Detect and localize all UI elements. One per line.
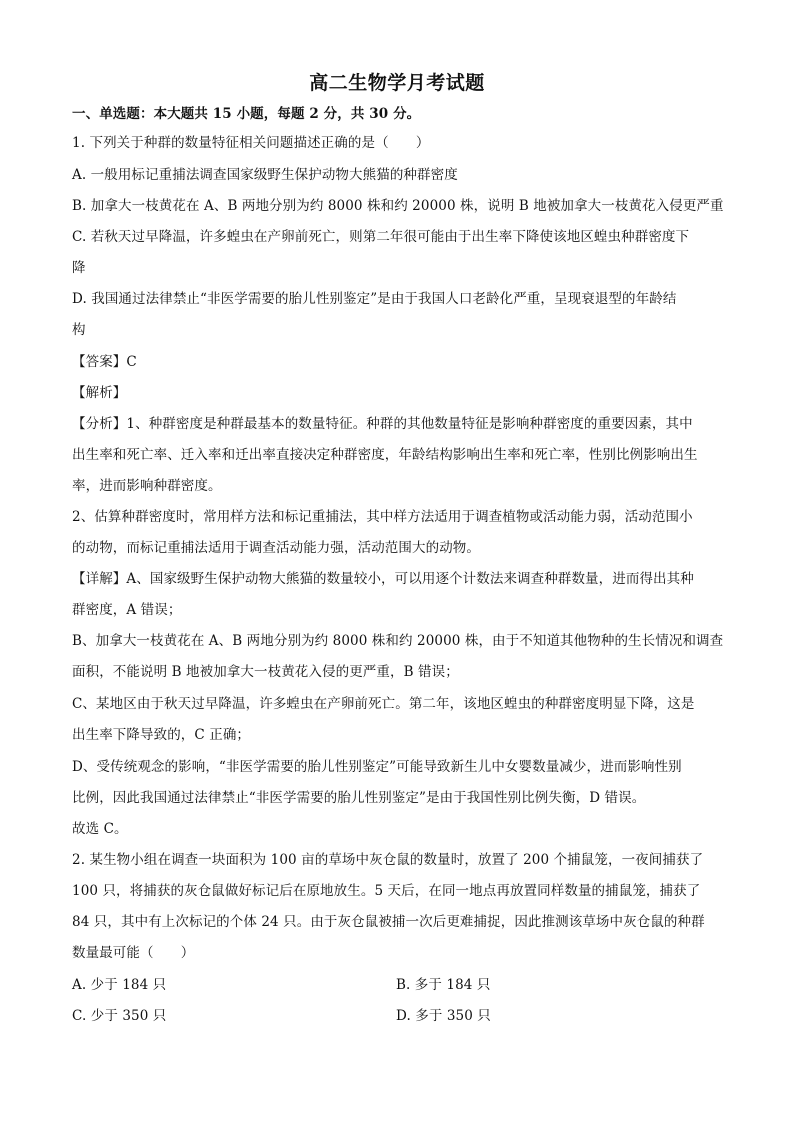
q1-stem: 1. 下列关于种群的数量特征相关问题描述正确的是（ ） bbox=[72, 135, 430, 151]
q2-option-a: A. 少于 184 只 bbox=[72, 977, 167, 993]
q1-option-b: B. 加拿大一枝黄花在 A、B 两地分别为约 8000 株和约 20000 株，说明 B 地被加拿大一枝黄花入侵更严重 bbox=[72, 198, 724, 214]
analysis-line: D、受传统观念的影响，“非医学需要的胎儿性别鉴定”可能导致新生儿中女婴数量减少，进而影响性别 bbox=[72, 759, 682, 775]
q2-stem-line: 100 只，将捕获的灰仓鼠做好标记后在原地放生。5 天后，在同一地点再放置同样数量的捕鼠笼，捕获了 bbox=[72, 883, 701, 899]
analysis-line: 群密度，A 错误； bbox=[72, 602, 182, 618]
q1-option-c-line1: C. 若秋天过早降温，许多蝗虫在产卵前死亡，则第二年很可能由于出生率下降使该地区蝗虫种群密度下 bbox=[72, 229, 690, 245]
q1-option-d-line1: D. 我国通过法律禁止“非医学需要的胎儿性别鉴定”是由于我国人口老龄化严重，呈现衰退型的年龄结 bbox=[72, 291, 677, 307]
q2-option-d: D. 多于 350 只 bbox=[396, 1008, 491, 1024]
analysis-line: 率，进而影响种群密度。 bbox=[72, 478, 222, 494]
analysis-line: 2、估算种群密度时，常用样方法和标记重捕法，其中样方法适用于调查植物或活动能力弱，活动范围小 bbox=[72, 509, 693, 525]
page-title: 高二生物学月考试题 bbox=[309, 72, 485, 94]
analysis-line: C、某地区由于秋天过早降温，许多蝗虫在产卵前死亡。第二年，该地区蝗虫的种群密度明显下降，这是 bbox=[72, 696, 695, 712]
q1-option-c-line2: 降 bbox=[72, 260, 86, 276]
q2-option-c: C. 少于 350 只 bbox=[72, 1008, 167, 1024]
analysis-line: 比例，因此我国通过法律禁止“非医学需要的胎儿性别鉴定”是由于我国性别比例失衡，D 错误。 bbox=[72, 790, 646, 806]
analysis-line: 【详解】A、国家级野生保护动物大熊猫的数量较小，可以用逐个计数法来调查种群数量，进而得出其种 bbox=[72, 571, 694, 587]
analysis-line: 【分析】1、种群密度是种群最基本的数量特征。种群的其他数量特征是影响种群密度的重要因素，其中 bbox=[72, 416, 693, 432]
q2-option-b: B. 多于 184 只 bbox=[396, 977, 491, 993]
q2-stem-line: 数量最可能（ ） bbox=[72, 945, 195, 961]
q2-stem-line: 84 只，其中有上次标记的个体 24 只。由于灰仓鼠被捕一次后更难捕捉，因此推测该草场中灰仓鼠的种群 bbox=[72, 914, 705, 930]
analysis-line: 面积，不能说明 B 地被加拿大一枝黄花入侵的更严重，B 错误； bbox=[72, 664, 459, 680]
analysis-line: 出生率下降导致的，C 正确； bbox=[72, 727, 251, 743]
analysis-line: 故选 C。 bbox=[72, 821, 128, 837]
analysis-line: 出生率和死亡率、迁入率和迁出率直接决定种群密度，年龄结构影响出生率和死亡率，性别比例影响出生 bbox=[72, 447, 698, 463]
analysis-line: B、加拿大一枝黄花在 A、B 两地分别为约 8000 株和约 20000 株，由于不知道其他物种的生长情况和调查 bbox=[72, 633, 724, 649]
q2-stem-line: 2. 某生物小组在调查一块面积为 100 亩的草场中灰仓鼠的数量时，放置了 200 个捕鼠笼，一夜间捕获了 bbox=[72, 852, 704, 868]
q1-option-d-line2: 构 bbox=[72, 322, 86, 338]
q1-analysis-label: 【解析】 bbox=[72, 385, 127, 401]
analysis-line: 的动物，而标记重捕法适用于调查活动能力强，活动范围大的动物。 bbox=[72, 540, 480, 556]
section-heading: 一、单选题：本大题共 15 小题，每题 2 分，共 30 分。 bbox=[72, 106, 421, 122]
q1-option-a: A. 一般用标记重捕法调查国家级野生保护动物大熊猫的种群密度 bbox=[72, 167, 458, 183]
q1-answer: 【答案】C bbox=[72, 354, 137, 370]
